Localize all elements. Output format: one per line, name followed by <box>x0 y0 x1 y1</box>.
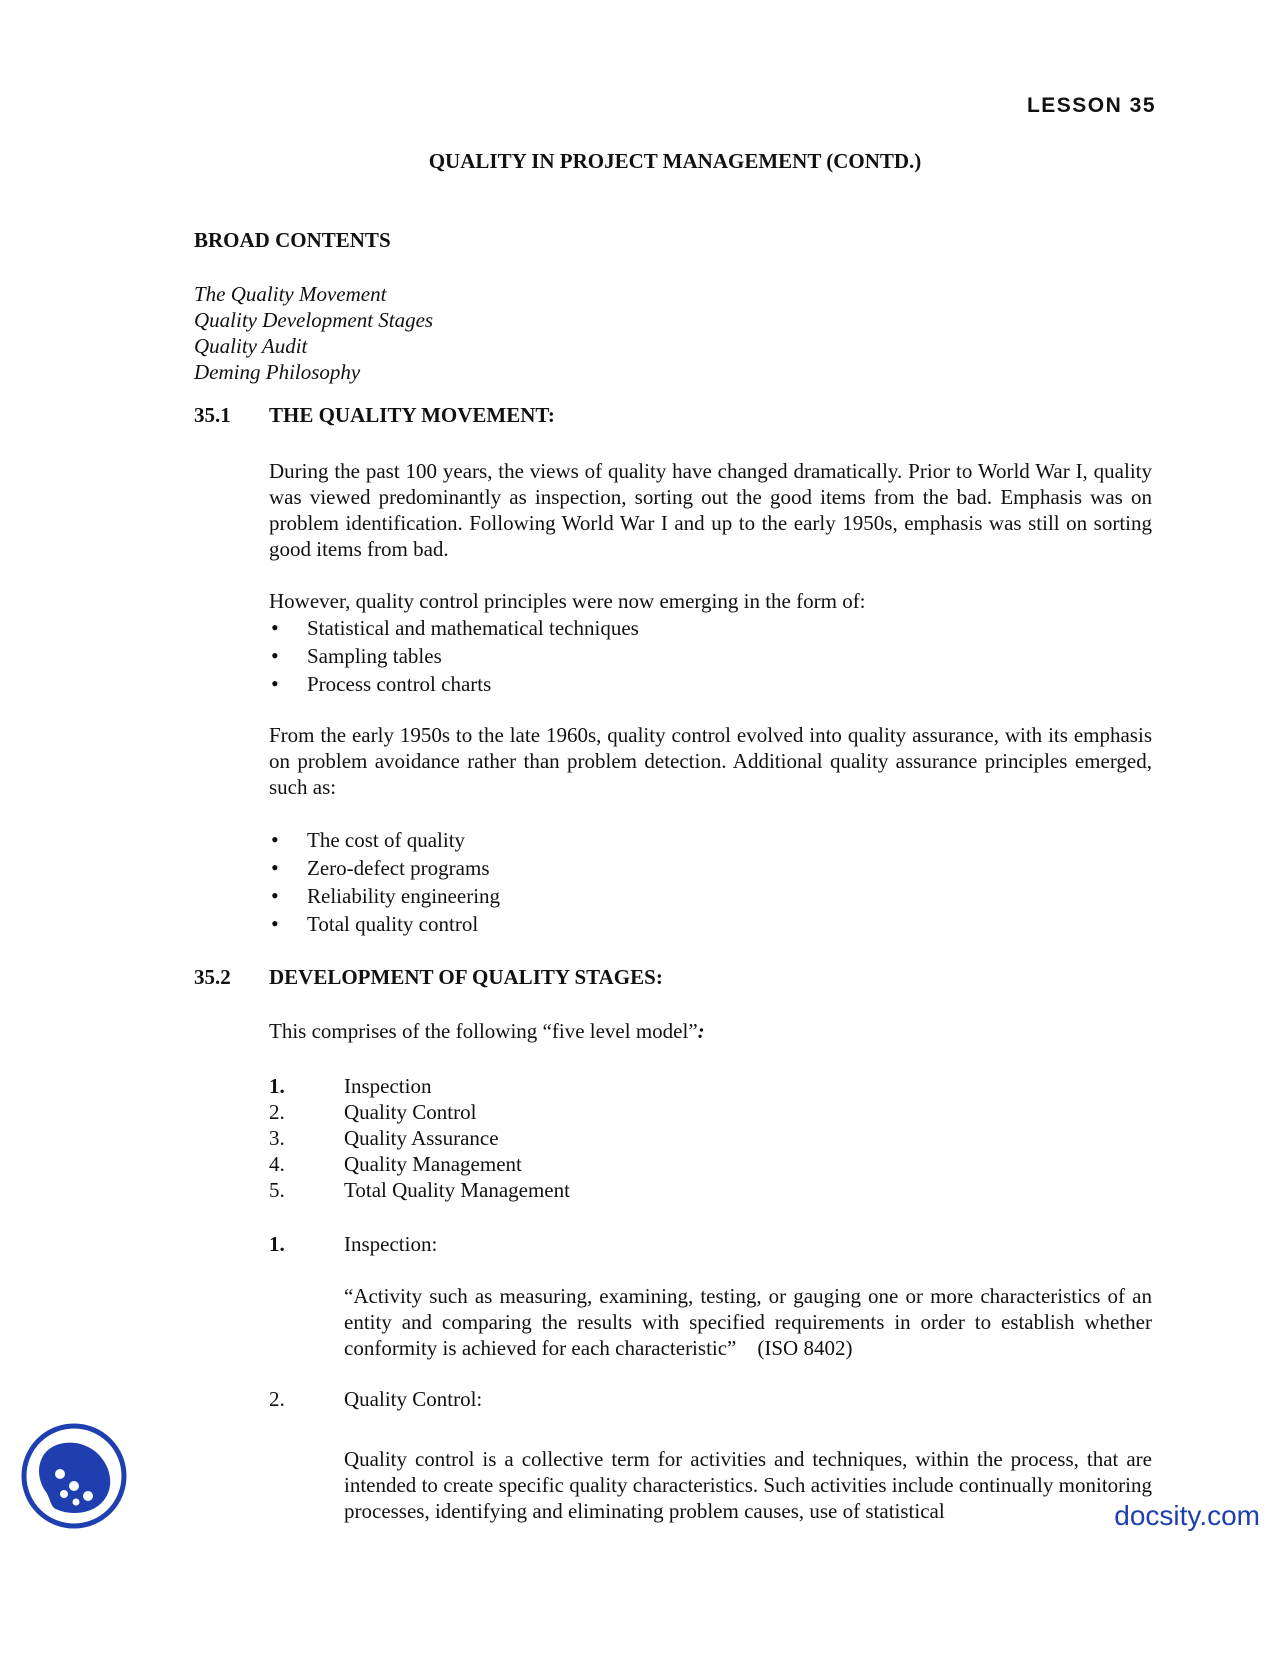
docsity-logo-icon <box>20 1422 128 1530</box>
list-label: Quality Control <box>344 1100 477 1124</box>
list-item <box>269 1073 570 1099</box>
docsity-watermark[interactable]: docsity.com <box>1114 1500 1260 1531</box>
bullet-item: • Total quality control <box>269 910 500 938</box>
bullet-item: • Zero-defect programs <box>269 854 500 882</box>
list-number: 4. <box>269 1152 285 1176</box>
bullet-item: • Reliability engineering <box>269 882 500 910</box>
list-item <box>269 1177 570 1203</box>
broad-contents-list <box>194 281 433 385</box>
list-label: Inspection <box>344 1074 432 1098</box>
list-number: 2. <box>269 1100 285 1124</box>
paragraph: However, quality control principles were now emerging in the form of: <box>269 589 866 613</box>
bullet-item: • Sampling tables <box>269 642 639 670</box>
contents-item: The Quality Movement <box>194 282 387 306</box>
bullet-item: • Process control charts <box>269 670 639 698</box>
section-number: 35.2 <box>194 965 231 989</box>
list-number: 1. <box>269 1074 285 1098</box>
intro-colon: : <box>697 1019 705 1043</box>
list-number: 3. <box>269 1126 285 1150</box>
list-item <box>269 1099 570 1125</box>
list-label: Total Quality Management <box>344 1178 570 1202</box>
intro-text: This comprises of the following “five level model” <box>269 1019 698 1043</box>
bullet-list <box>269 614 639 698</box>
broad-contents-heading: BROAD CONTENTS <box>194 228 391 252</box>
bullet-item: • Statistical and mathematical techniques <box>269 614 639 642</box>
paragraph <box>269 1018 1152 1044</box>
list-label: Quality Assurance <box>344 1126 499 1150</box>
list-label: Quality Management <box>344 1152 522 1176</box>
inspection-quote <box>344 1283 1152 1361</box>
contents-item: Quality Development Stages <box>194 308 434 332</box>
quote-text: “Activity such as measuring, examining, testing, or gauging one or more characteristics of an entity and comparing the results with specified requirements in order to establish whether conformity is achieved for each characteristic” <box>344 1284 1152 1360</box>
bullet-item: • The cost of quality <box>269 826 500 854</box>
section-title: DEVELOPMENT OF QUALITY STAGES: <box>269 965 663 989</box>
contents-item: Quality Audit <box>194 334 308 358</box>
contents-item: Deming Philosophy <box>194 360 361 384</box>
page-title: QUALITY IN PROJECT MANAGEMENT (CONTD.) <box>428 149 922 173</box>
paragraph: During the past 100 years, the views of quality have changed dramatically. Prior to World War I, quality was viewed predominantly as inspection, sorting out the good items from the bad. Emphasis was on problem identification. Following World War I and up to the early 1950s, emphasis was still on sorting good items from bad. <box>269 459 1152 561</box>
quote-source: (ISO 8402) <box>757 1336 853 1360</box>
list-item <box>269 1151 570 1177</box>
lesson-number: LESSON 35 <box>1026 94 1156 117</box>
numbered-list <box>269 1073 570 1203</box>
subsection-title: Inspection: <box>344 1232 438 1256</box>
subsection-number: 1. <box>269 1232 285 1256</box>
paragraph: Quality control is a collective term for activities and techniques, within the process, that are intended to create specific quality characteristics. Such activities include continually monitoring processes, identifying and eliminating problem causes, use of statistical <box>344 1447 1152 1523</box>
list-number: 5. <box>269 1178 285 1202</box>
subsection-title: Quality Control: <box>344 1387 483 1411</box>
list-item <box>269 1125 570 1151</box>
subsection-number: 2. <box>269 1387 285 1411</box>
bullet-list <box>269 826 500 938</box>
section-title: THE QUALITY MOVEMENT: <box>269 403 555 427</box>
paragraph: From the early 1950s to the late 1960s, quality control evolved into quality assurance, with its emphasis on problem avoidance rather than problem detection. Additional quality assurance principles emerged, such as: <box>269 723 1152 799</box>
section-number: 35.1 <box>194 403 231 427</box>
